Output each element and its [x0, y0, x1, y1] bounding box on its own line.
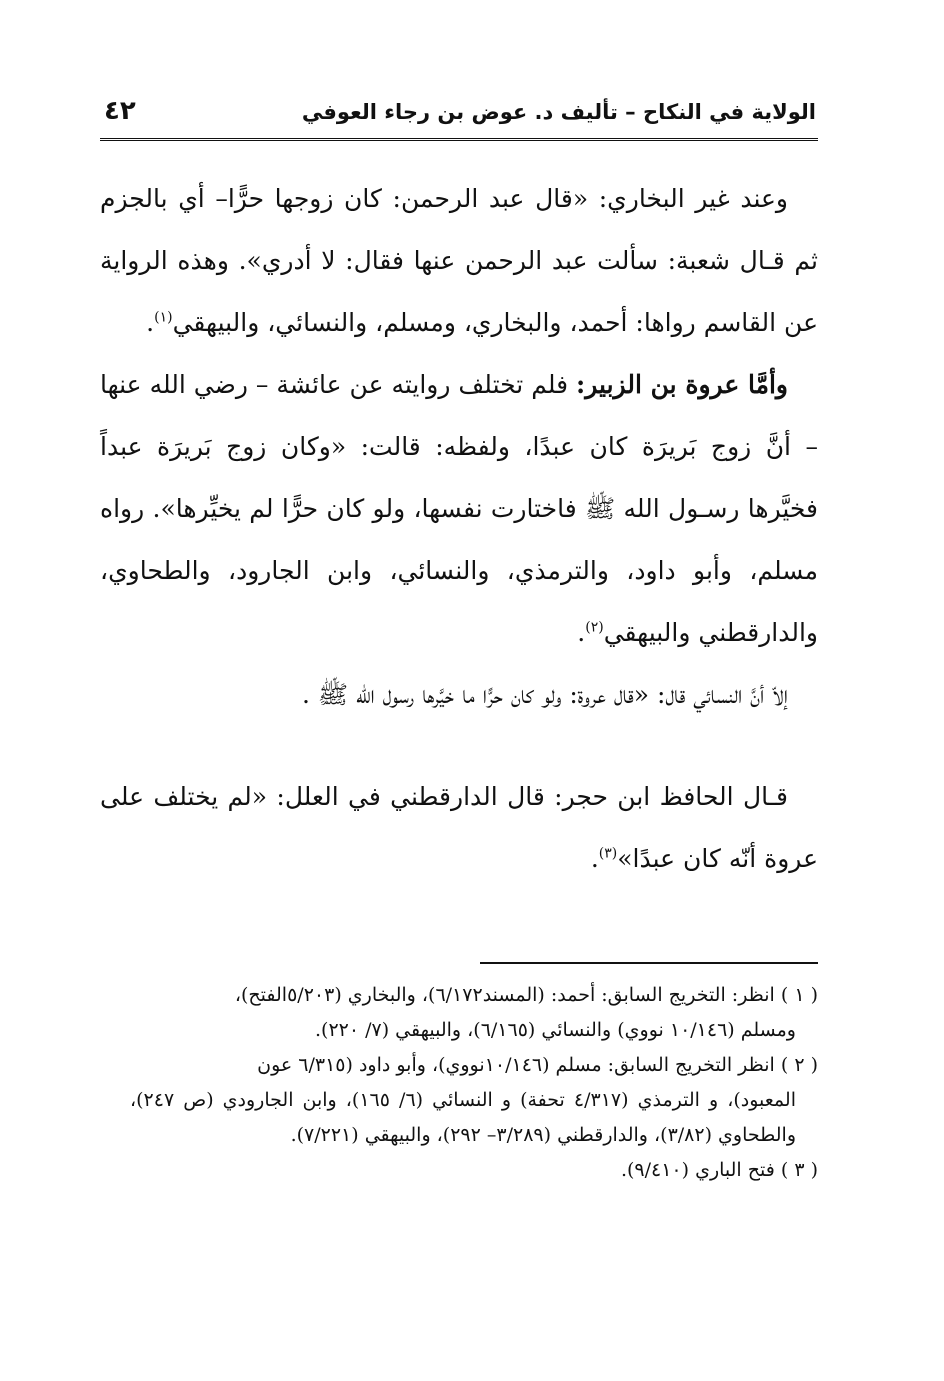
paragraph-3	[100, 664, 818, 726]
paragraph-4-text: قـال الحافظ ابن حجر: قال الدارقطني في العلل: «لم يختلف على عروة أنّه كان عبدًا»	[100, 782, 818, 873]
main-text	[100, 168, 818, 890]
footnote-ref-1: (١)	[154, 309, 173, 326]
footnote-2-line-2: المعبود)، و الترمذي (٤/٣١٧ تحفة) و النسائي (٦/ ١٦٥)، وابن الجارودي (ص ٢٤٧)، والطحاوي (٣/٨٢)، والدارقطني (٣/٢٨٩– ٢٩٢)، والبيهقي (٧/٢٢١).	[130, 1089, 796, 1146]
footnote-3: ( ٣ ) فتح الباري (٩/٤١٠).	[620, 1159, 818, 1181]
footnote-1-line-1: ( ١ ) انظر: التخريج السابق: أحمد: (المسند٦/١٧٢)، والبخاري (٥/٢٠٣الفتح)،	[234, 984, 818, 1006]
footnote-ref-2: (٢)	[585, 619, 604, 636]
footnote-2-line-1: ( ٢ ) انظر التخريج السابق: مسلم (١٠/١٤٦نووي)، وأبو داود (٦/٣١٥ عون	[257, 1054, 818, 1076]
footnote-ref-3: (٣)	[598, 845, 618, 862]
footnote-divider	[480, 962, 818, 964]
footnotes	[130, 978, 818, 1188]
paragraph-2-text: فلم تختلف روايته عن عائشة – رضي الله عنها – أنَّ زوج بَريرَة كان عبدًا، ولفظه: قالت: «وكان زوج بَريرَة عبداً فخيَّرها رسـول الله ﷺ فاختارت نفسها، ولو كان حرًّا لم يخيِّرها». رواه مسلم، وأبو داود، والترمذي، والنسائي، وابن الجارود، والطحاوي، والدارقطني والبيهقي	[100, 370, 818, 647]
page-number: ٤٢	[104, 96, 136, 126]
paragraph-4: قـال الحافظ ابن حجر: قال الدارقطني في العلل: «لم يختلف على عروة أنّه كان عبدًا»$^{(٣)}$.	[100, 782, 818, 873]
paragraph-2-lead: وأمَّا عروة بن الزبير:	[576, 370, 788, 399]
running-header	[100, 96, 818, 141]
paragraph-1-text: وعند غير البخاري: «قال عبد الرحمن: كان زوجها حرًّا– أي بالجزم ثم قـال شعبة: سألت عبد الرحمن عنها فقال: لا أدري». وهذه الرواية عن القاسم رواها: أحمد، والبخاري، ومسلم، والنسائي، والبيهقي	[100, 184, 818, 337]
paragraph-3-text: إلاّ أنَّ النسائي قال: «قال عروة: ولو كان حرًّا ما خيَّرها رسول الله ﷺ .	[301, 680, 788, 709]
footnote-1-line-2: ومسلم (١٠/١٤٦ نووي) والنسائي (٦/١٦٥)، والبيهقي (٧/ ٢٢٠).	[314, 1019, 796, 1041]
header-title: الولاية في النكاح – تأليف د. عوض بن رجاء العوفي	[301, 100, 816, 124]
paragraph-1: وعند غير البخاري: «قال عبد الرحمن: كان زوجها حرًّا– أي بالجزم ثم قـال شعبة: سألت عبد الرحمن عنها فقال: لا أدري». وهذه الرواية عن القاسم رواها: أحمد، والبخاري، ومسلم، والنسائي، والبيهقي$^{(١)}$.	[100, 184, 818, 337]
paragraph-2: وأمَّا عروة بن الزبير: فلم تختلف روايته عن عائشة – رضي الله عنها – أنَّ زوج بَريرَة كان عبدًا، ولفظه: قالت: «وكان زوج بَريرَة عبداً فخيَّرها رسـول الله ﷺ فاختارت نفسها، ولو كان حرًّا لم يخيِّرها». رواه مسلم، وأبو داود، والترمذي، والنسائي، وابن الجارود، والطحاوي، والدارقطني والبيهقي$^{(٢)}$.	[100, 370, 818, 647]
